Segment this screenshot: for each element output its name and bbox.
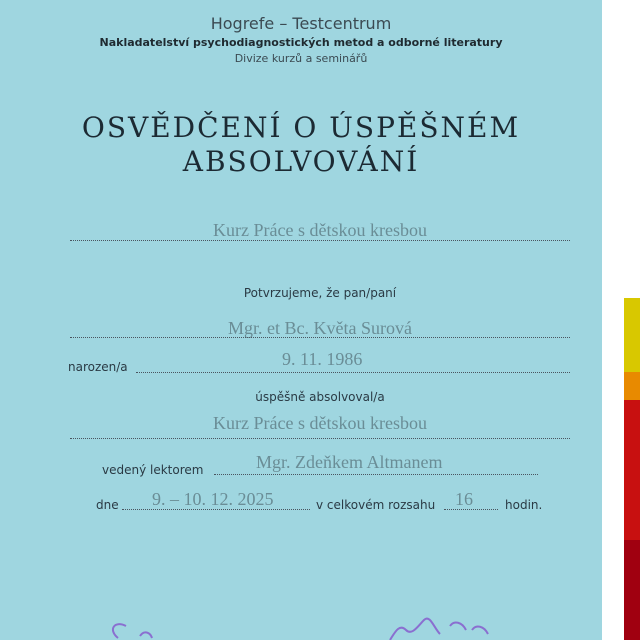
- born-label: narozen/a: [68, 360, 128, 374]
- hours-value: 16: [455, 489, 473, 509]
- dotted-line: [214, 474, 538, 475]
- birth-date: 9. 11. 1986: [282, 349, 363, 369]
- dotted-line: [122, 509, 310, 510]
- stripe-orange: [624, 372, 640, 400]
- course-dates: 9. – 10. 12. 2025: [152, 489, 274, 509]
- scope-label: v celkovém rozsahu: [316, 498, 436, 512]
- stripe-yellow: [624, 298, 640, 372]
- completed-text: úspěšně absolvoval/a: [255, 390, 385, 404]
- dotted-line: [136, 372, 570, 373]
- stripe-darkred: [624, 540, 640, 640]
- dotted-line: [70, 240, 570, 241]
- dotted-line: [70, 337, 570, 338]
- person-name: Mgr. et Bc. Květa Surová: [228, 318, 412, 338]
- dotted-line: [444, 509, 498, 510]
- division-name: Divize kurzů a seminářů: [234, 52, 368, 65]
- lecturer-label: vedený lektorem: [102, 463, 204, 477]
- course-top: Kurz Práce s dětskou kresbou: [213, 220, 427, 240]
- certificate-title-line2: ABSOLVOVÁNÍ: [182, 145, 420, 178]
- hours-unit: hodin.: [505, 498, 543, 512]
- organization-name: Hogrefe – Testcentrum: [210, 14, 392, 33]
- confirm-text: Potvrzujeme, že pan/paní: [243, 286, 397, 300]
- signature-graphic: [100, 600, 520, 640]
- dotted-line: [70, 438, 570, 439]
- color-stripe: [624, 298, 640, 640]
- certificate-title-line1: OSVĚDČENÍ O ÚSPĚŠNÉM: [81, 111, 521, 144]
- course-name: Kurz Práce s dětskou kresbou: [213, 413, 427, 433]
- publisher-subtitle: Nakladatelství psychodiagnostických metod a odborné literatury: [99, 36, 503, 49]
- date-label: dne: [96, 498, 119, 512]
- lecturer-name: Mgr. Zdeňkem Altmanem: [256, 452, 443, 472]
- stripe-red: [624, 400, 640, 540]
